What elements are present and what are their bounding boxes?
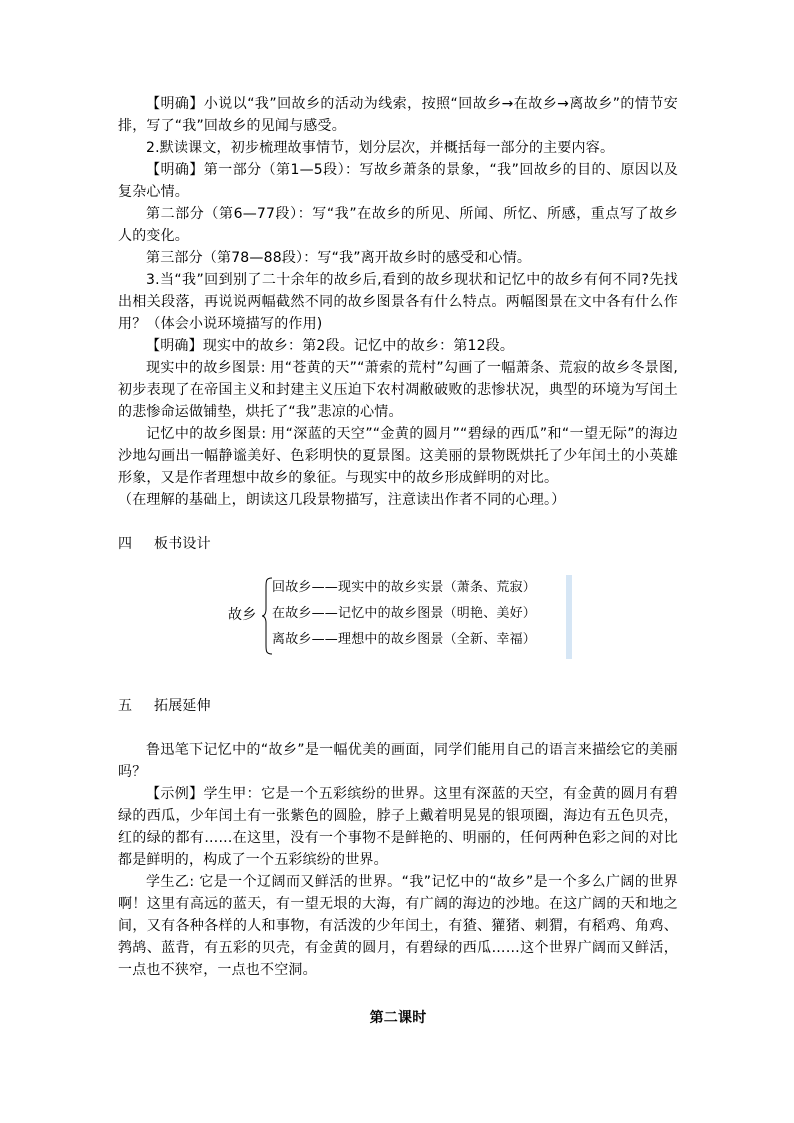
paragraph-example-a (118, 783, 678, 871)
section-number: 四 (118, 536, 133, 552)
document-body (118, 93, 678, 1029)
paragraph-text: 现实中的故乡图景: 用“苍黄的天”“萧索的荒村”勾画了一幅萧条、荒寂的故乡冬景图, 初步表现了在帝国主义和封建主义压迫下农村凋敝破败的悲惨状况，典型的环境为写闰土的悲惨命运做铺垫，烘托了“我”悲凉的心情。 (118, 360, 678, 420)
paragraph-question-2 (118, 137, 678, 159)
section-heading-extension (118, 695, 678, 717)
section-heading-board (118, 533, 678, 555)
paragraph-text: 【示例】学生甲：它是一个五彩缤纷的世界。这里有深蓝的天空，有金黄的圆月有碧绿的西瓜，少年闰土有一张紫色的圆脸，脖子上戴着明晃晃的银项圈，海边有五色贝壳，红的绿的都有……在这里，没有一个事物不是鲜艳的、明丽的，任何两种色彩之间的对比都是鲜明的，构成了一个五彩缤纷的世界。 (118, 786, 678, 868)
board-lines (272, 575, 536, 653)
paragraph-text: 小说以“我”回故乡的活动为线索，按照“回故乡→在故乡→离故乡”的情节安排，写了“我”回故乡的见闻与感受。 (118, 96, 678, 134)
paragraph-text: 鲁迅笔下记忆中的“故乡”是一幅优美的画面，同学们能用自己的语言来描绘它的美丽吗？ (118, 742, 678, 780)
paragraph-reality-scene (118, 357, 678, 423)
paragraph-memory-scene (118, 423, 678, 489)
clarify-tag: 【明确】 (146, 338, 203, 354)
board-diagram (228, 575, 566, 657)
paragraph-text: 记忆中的故乡图景: 用“深蓝的天空”“金黄的圆月”“碧绿的西瓜”和“一望无际”的海边沙地勾画出一幅静谧美好、色彩明快的夏景图。这美丽的景物既烘托了少年闰土的小英雄形象，又是作者理想中故乡的象征。与现实中的故乡形成鲜明的对比。 (118, 426, 678, 486)
paragraph-question-3 (118, 269, 678, 335)
lesson-title: 第二课时 (369, 1010, 427, 1026)
paragraph-clarify-2 (118, 159, 678, 203)
paragraph-text: （在理解的基础上，朗读这几段景物描写，注意读出作者不同的心理。） (118, 492, 566, 508)
paragraph-example-b (118, 871, 678, 981)
paragraph-text: 第一部分（第1—5段）：写故乡萧条的景象，“我”回故乡的目的、原因以及复杂心情。 (118, 162, 678, 200)
paragraph-text: 第三部分（第78—88段）：写“我”离开故乡时的感受和心情。 (146, 250, 532, 266)
board-line: 在故乡——记忆中的故乡图景（明艳、美好） (272, 606, 537, 621)
board-side-bar (566, 575, 572, 659)
paragraph-text: 2.默读课文，初步梳理故事情节，划分层次，并概括每一部分的主要内容。 (146, 140, 615, 156)
section-title: 拓展延伸 (154, 698, 211, 714)
section-number: 五 (118, 698, 133, 714)
paragraph-reading-note (118, 489, 678, 511)
paragraph-text: 第二部分（第6—77段）：写“我”在故乡的所见、所闻、所忆、所感，重点写了故乡人的变化。 (118, 206, 678, 244)
paragraph-part-3 (118, 247, 678, 269)
paragraph-text: 现实中的故乡：第2段。记忆中的故乡：第12段。 (202, 338, 515, 354)
paragraph-clarify-1 (118, 93, 678, 137)
paragraph-extension-question (118, 739, 678, 783)
board-design (118, 575, 678, 665)
clarify-tag: 【明确】 (146, 162, 204, 178)
section-title: 板书设计 (154, 536, 211, 552)
paragraph-clarify-3 (118, 335, 678, 357)
board-title: 故乡 (228, 607, 257, 623)
board-line: 回故乡——现实中的故乡实景（萧条、荒寂） (272, 580, 537, 595)
paragraph-text: 3.当“我”回到别了二十余年的故乡后,看到的故乡现状和记忆中的故乡有何不同?先找出相关段落，再说说两幅截然不同的故乡图景各有什么特点。两幅图景在文中各有什么作用？（体会小说环境描写的作用) (118, 272, 678, 332)
board-line: 离故乡——理想中的故乡图景（全新、幸福） (272, 632, 537, 647)
clarify-tag: 【明确】 (146, 96, 204, 112)
paragraph-part-2 (118, 203, 678, 247)
paragraph-text: 学生乙: 它是一个辽阔而又鲜活的世界。“我”记忆中的“故乡”是一个多么广阔的世界啊！这里有高远的蓝天，有一望无垠的大海，有广阔的海边的沙地。在这广阔的天和地之间，又有各种各样的人和事物，有活泼的少年闰土，有猹、獾猪、刺猬，有稻鸡、角鸡、鹁鸪、蓝背，有五彩的贝壳，有金黄的圆月，有碧绿的西瓜……这个世界广阔而又鲜活，一点也不狭窄，一点也不空洞。 (118, 874, 678, 978)
